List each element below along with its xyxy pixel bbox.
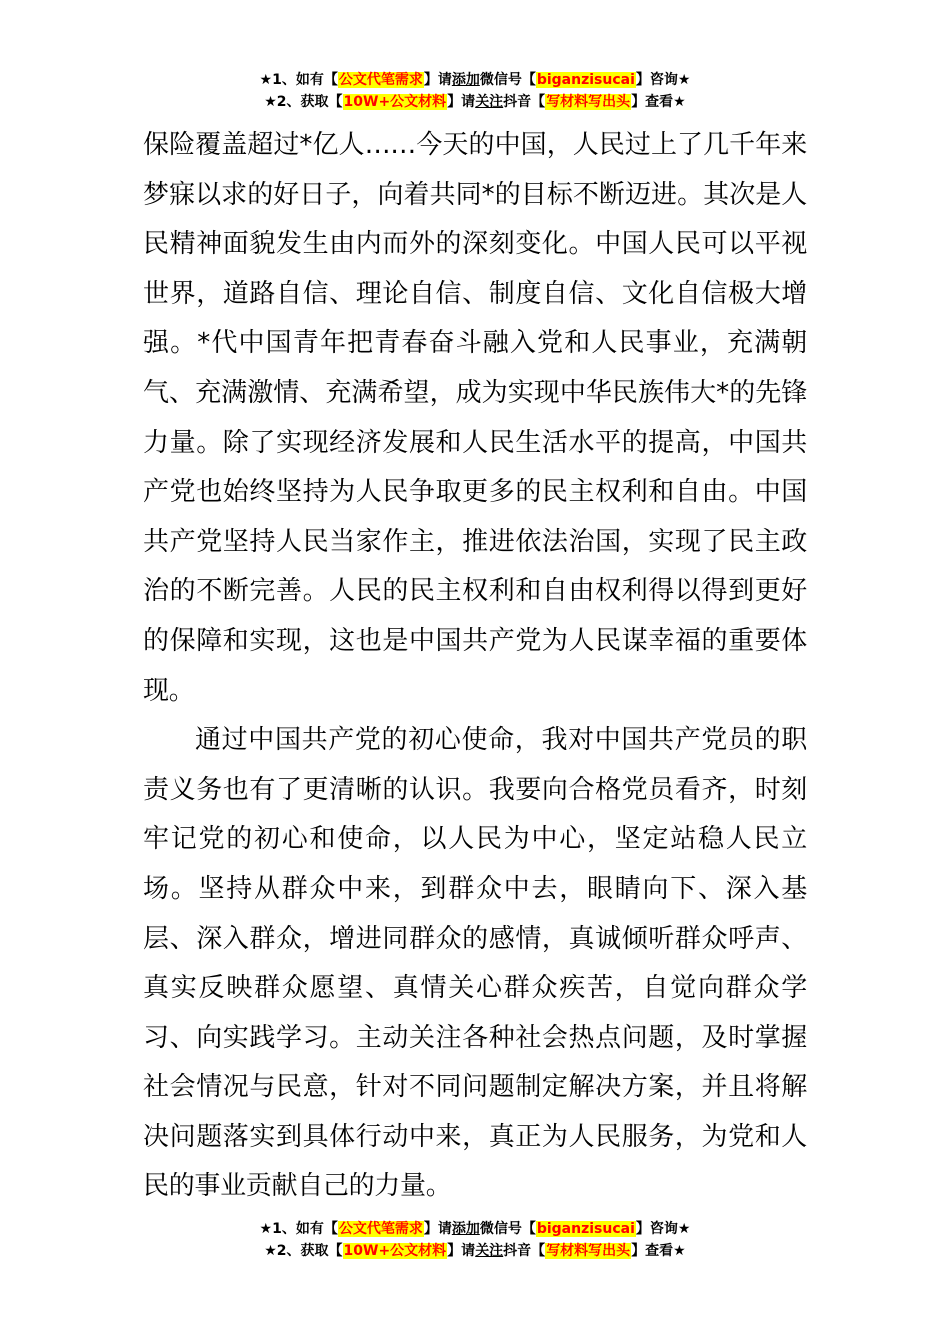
promo-line-1: ★1、如有【公文代笔需求】请添加微信号【biganzisucai】咨询★ bbox=[259, 1221, 691, 1237]
paragraph-continuation: 保险覆盖超过*亿人……今天的中国，人民过上了几千年来梦寐以求的好日子，向着共同*的目标不断迈进。其次是人民精神面貌发生由内而外的深刻变化。中国人民可以平视世界，道路自信、理论自信、制度自信、文化自信极大增强。*代中国青年把青春奋斗融入党和人民事业，充满朝气、充满激情、充满希望，成为实现中华民族伟大*的先锋力量。除了实现经济发展和人民生活水平的提高，中国共产党也始终坚持为人民争取更多的民主权利和自由。中国共产党坚持人民当家作主，推进依法治国，实现了民主政治的不断完善。人民的民主权利和自由权利得以得到更好的保障和实现，这也是中国共产党为人民谋幸福的重要体现。 bbox=[143, 130, 807, 706]
highlight-materials: 10W+公文材料 bbox=[343, 94, 447, 110]
highlight-wechat-id: biganzisucai bbox=[536, 1221, 635, 1237]
highlight-materials: 10W+公文材料 bbox=[343, 1243, 447, 1259]
promo-line-1: ★1、如有【公文代笔需求】请添加微信号【biganzisucai】咨询★ bbox=[259, 72, 691, 88]
highlight-douyin-account: 写材料写出头 bbox=[546, 94, 631, 110]
paragraph-duties: 通过中国共产党的初心使命，我对中国共产党员的职责义务也有了更清晰的认识。我要向合格党员看齐，时刻牢记党的初心和使命，以人民为中心，坚定站稳人民立场。坚持从群众中来，到群众中去，眼睛向下、深入基层、深入群众，增进同群众的感情，真诚倾听群众呼声、真实反映群众愿望、真情关心群众疾苦，自觉向群众学习、向实践学习。主动关注各种社会热点问题，及时掌握社会情况与民意，针对不同问题制定解决方案，并且将解决问题落实到具体行动中来，真正为人民服务，为党和人民的事业贡献自己的力量。 bbox=[143, 725, 807, 1202]
header-promo-banner bbox=[0, 69, 950, 113]
footer-promo-banner bbox=[0, 1218, 950, 1262]
promo-line-2: ★2、获取【10W+公文材料】请关注抖音【写材料写出头】查看★ bbox=[264, 1243, 686, 1259]
document-body bbox=[143, 121, 807, 1212]
highlight-wechat-id: biganzisucai bbox=[536, 72, 635, 88]
highlight-service: 公文代笔需求 bbox=[338, 1221, 423, 1237]
highlight-service: 公文代笔需求 bbox=[338, 72, 423, 88]
promo-line-2: ★2、获取【10W+公文材料】请关注抖音【写材料写出头】查看★ bbox=[264, 94, 686, 110]
highlight-douyin-account: 写材料写出头 bbox=[546, 1243, 631, 1259]
